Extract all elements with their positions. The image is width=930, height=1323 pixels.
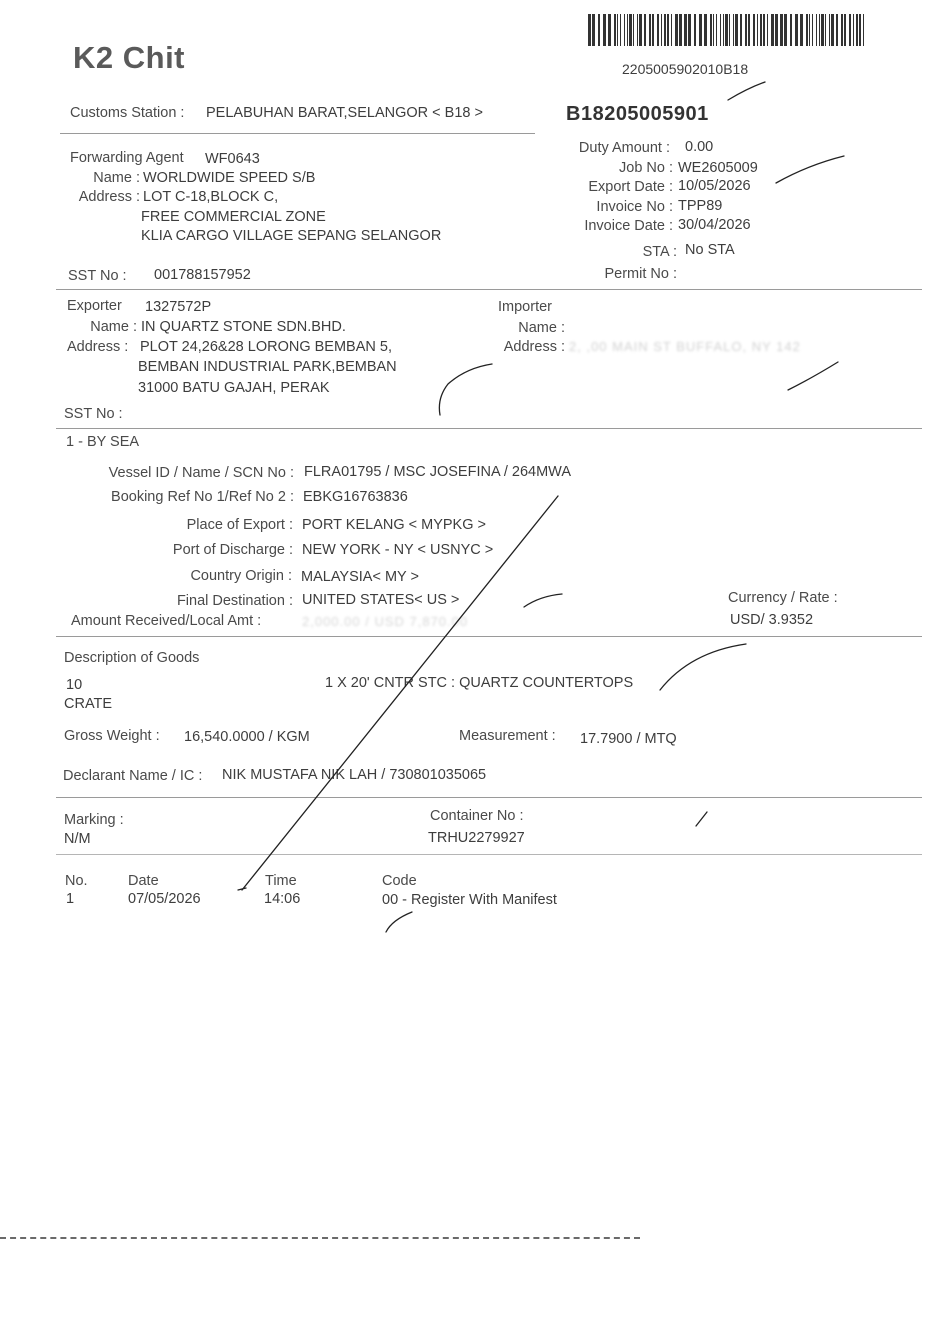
barcode-bar bbox=[753, 14, 755, 46]
sta-value: No STA bbox=[685, 242, 735, 258]
agent-address-label: Address : bbox=[78, 189, 140, 205]
container-no-label: Container No : bbox=[430, 808, 524, 824]
agent-address-line-1: LOT C-18,BLOCK C, bbox=[143, 189, 279, 205]
exporter-address-line-2: BEMBAN INDUSTRIAL PARK,BEMBAN bbox=[138, 359, 397, 375]
duty-amount-label: Duty Amount : bbox=[578, 140, 670, 156]
barcode-bar bbox=[763, 14, 765, 46]
exporter-address-line-1: PLOT 24,26&28 LORONG BEMBAN 5, bbox=[140, 339, 392, 355]
export-date-value: 10/05/2026 bbox=[678, 178, 751, 194]
importer-label: Importer bbox=[498, 299, 552, 315]
barcode-bar bbox=[849, 14, 851, 46]
container-no-value: TRHU2279927 bbox=[428, 830, 525, 846]
barcode-bar bbox=[800, 14, 803, 46]
barcode-bar bbox=[784, 14, 787, 46]
agent-address-line-3: KLIA CARGO VILLAGE SEPANG SELANGOR bbox=[141, 228, 442, 244]
barcode-bar bbox=[657, 14, 659, 46]
barcode-bar bbox=[809, 14, 810, 46]
barcode-bar bbox=[688, 14, 691, 46]
barcode-bar bbox=[603, 14, 606, 46]
barcode-bar bbox=[652, 14, 654, 46]
barcode-bar bbox=[790, 14, 792, 46]
declarant-value: NIK MUSTAFA NIK LAH / 730801035065 bbox=[222, 767, 487, 783]
gross-weight-value: 16,540.0000 / KGM bbox=[184, 729, 310, 745]
booking-label: Booking Ref No 1/Ref No 2 : bbox=[111, 489, 294, 505]
exporter-address-line-3: 31000 BATU GAJAH, PERAK bbox=[138, 380, 330, 396]
pen-tick bbox=[524, 594, 562, 607]
divider bbox=[56, 854, 922, 855]
document-title: K2 Chit bbox=[73, 40, 185, 75]
log-header-code: Code bbox=[382, 873, 417, 889]
barcode-bar bbox=[608, 14, 611, 46]
barcode-bar bbox=[767, 14, 768, 46]
importer-address-label: Address : bbox=[503, 339, 565, 355]
pen-curve bbox=[660, 644, 746, 690]
log-row-time: 14:06 bbox=[264, 891, 301, 907]
log-header-time: Time bbox=[265, 873, 297, 889]
log-row-no: 1 bbox=[66, 891, 75, 907]
pen-tick bbox=[238, 888, 246, 890]
barcode-bar bbox=[733, 14, 734, 46]
agent-name: WORLDWIDE SPEED S/B bbox=[143, 170, 316, 186]
log-header-date: Date bbox=[128, 873, 159, 889]
barcode-bar bbox=[710, 14, 712, 46]
divider bbox=[60, 133, 535, 134]
barcode-bar bbox=[740, 14, 742, 46]
job-no-value: WE2605009 bbox=[678, 160, 758, 176]
barcode-bar bbox=[716, 14, 717, 46]
barcode-bar bbox=[684, 14, 687, 46]
declarant-label: Declarant Name / IC : bbox=[63, 768, 203, 784]
barcode-bar bbox=[639, 14, 642, 46]
barcode-bar bbox=[620, 14, 621, 46]
barcode-bar bbox=[831, 14, 834, 46]
divider bbox=[56, 289, 922, 290]
barcode-bar bbox=[713, 14, 714, 46]
barcode-bar bbox=[748, 14, 750, 46]
barcode-bar bbox=[694, 14, 696, 46]
pen-tick bbox=[696, 812, 707, 826]
barcode-bar bbox=[704, 14, 707, 46]
agent-sst-label: SST No : bbox=[68, 268, 127, 284]
barcode-bar bbox=[661, 14, 662, 46]
barcode-bar bbox=[637, 14, 638, 46]
amount-received-obscured: 2,000.00 / USD 7,870.00 bbox=[302, 614, 469, 629]
barcode-bar bbox=[819, 14, 820, 46]
invoice-no-label: Invoice No : bbox=[596, 199, 673, 215]
pen-tick bbox=[728, 82, 765, 100]
country-origin-label: Country Origin : bbox=[190, 568, 292, 584]
barcode-bar bbox=[598, 14, 600, 46]
barcode-bar bbox=[775, 14, 778, 46]
exporter-address-label: Address : bbox=[67, 339, 129, 355]
barcode-bar bbox=[806, 14, 808, 46]
barcode-bar bbox=[588, 14, 591, 46]
barcode-bar bbox=[771, 14, 774, 46]
invoice-no-value: TPP89 bbox=[678, 198, 723, 214]
place-of-export-label: Place of Export : bbox=[186, 517, 293, 533]
agent-name-label: Name : bbox=[93, 170, 140, 186]
currency-rate-label: Currency / Rate : bbox=[728, 590, 838, 606]
barcode-bar bbox=[627, 14, 628, 46]
barcode-bar bbox=[821, 14, 824, 46]
marking-label: Marking : bbox=[64, 812, 124, 828]
divider bbox=[56, 797, 922, 798]
barcode bbox=[588, 14, 868, 46]
goods-quantity: 10 bbox=[66, 677, 83, 693]
barcode-bar bbox=[841, 14, 843, 46]
amount-received-label: Amount Received/Local Amt : bbox=[71, 613, 262, 629]
barcode-bar bbox=[829, 14, 830, 46]
reference-number: B18205005901 bbox=[566, 103, 709, 125]
barcode-bar bbox=[649, 14, 651, 46]
barcode-bar bbox=[720, 14, 721, 46]
scan-edge-line bbox=[0, 1237, 640, 1239]
barcode-bar bbox=[757, 14, 758, 46]
measurement-label: Measurement : bbox=[459, 728, 556, 744]
place-of-export-value: PORT KELANG < MYPKG > bbox=[302, 517, 487, 533]
barcode-bar bbox=[675, 14, 678, 46]
customs-station-value: PELABUHAN BARAT,SELANGOR < B18 > bbox=[206, 105, 483, 121]
barcode-bar bbox=[863, 14, 864, 46]
barcode-bar bbox=[725, 14, 728, 46]
port-of-discharge-value: NEW YORK - NY < USNYC > bbox=[302, 542, 494, 558]
barcode-bar bbox=[624, 14, 625, 46]
barcode-bar bbox=[859, 14, 861, 46]
gross-weight-label: Gross Weight : bbox=[64, 728, 160, 744]
final-destination-label: Final Destination : bbox=[176, 593, 293, 609]
vessel-value: FLRA01795 / MSC JOSEFINA / 264MWA bbox=[304, 464, 571, 480]
barcode-bar bbox=[644, 14, 646, 46]
measurement-value: 17.7900 / MTQ bbox=[580, 731, 677, 747]
barcode-bar bbox=[844, 14, 846, 46]
pen-tick bbox=[788, 362, 838, 390]
log-row-code: 00 - Register With Manifest bbox=[382, 892, 557, 908]
barcode-bar bbox=[853, 14, 854, 46]
forwarding-agent-label: Forwarding Agent bbox=[70, 150, 184, 166]
barcode-bar bbox=[671, 14, 672, 46]
pen-curve bbox=[439, 364, 492, 415]
job-no-label: Job No : bbox=[619, 160, 673, 176]
barcode-bar bbox=[592, 14, 595, 46]
description-of-goods-label: Description of Goods bbox=[64, 650, 200, 666]
export-date-label: Export Date : bbox=[588, 179, 673, 195]
barcode-bar bbox=[795, 14, 798, 46]
barcode-bar bbox=[629, 14, 632, 46]
barcode-bar bbox=[664, 14, 666, 46]
sta-label: STA : bbox=[642, 244, 677, 260]
importer-address-obscured: 2, ,00 MAIN ST BUFFALO, NY 142 bbox=[569, 339, 801, 354]
barcode-bar bbox=[812, 14, 813, 46]
barcode-bar bbox=[617, 14, 618, 46]
barcode-bar bbox=[836, 14, 838, 46]
log-row-date: 07/05/2026 bbox=[128, 891, 201, 907]
goods-unit: CRATE bbox=[64, 696, 113, 712]
duty-amount-value: 0.00 bbox=[685, 139, 714, 155]
barcode-bar bbox=[679, 14, 682, 46]
permit-no-label: Permit No : bbox=[604, 266, 677, 282]
agent-address-line-2: FREE COMMERCIAL ZONE bbox=[141, 209, 326, 225]
pen-tick bbox=[386, 912, 412, 932]
divider bbox=[56, 636, 922, 637]
currency-rate-value: USD/ 3.9352 bbox=[730, 612, 814, 628]
barcode-bar bbox=[667, 14, 669, 46]
barcode-number: 2205005902010B18 bbox=[622, 61, 749, 77]
exporter-code: 1327572P bbox=[145, 299, 212, 315]
barcode-bar bbox=[760, 14, 762, 46]
divider bbox=[56, 428, 922, 429]
booking-value: EBKG16763836 bbox=[303, 489, 408, 505]
barcode-bar bbox=[816, 14, 817, 46]
country-origin-value: MALAYSIA< MY > bbox=[301, 569, 419, 585]
barcode-bar bbox=[729, 14, 730, 46]
final-destination-value: UNITED STATES< US > bbox=[302, 592, 460, 608]
barcode-bar bbox=[735, 14, 738, 46]
barcode-bar bbox=[614, 14, 616, 46]
invoice-date-value: 30/04/2026 bbox=[678, 217, 751, 233]
barcode-bar bbox=[633, 14, 634, 46]
log-header-no: No. bbox=[65, 873, 88, 889]
port-of-discharge-label: Port of Discharge : bbox=[172, 542, 293, 558]
barcode-bar bbox=[780, 14, 783, 46]
pen-tick bbox=[776, 156, 844, 183]
invoice-date-label: Invoice Date : bbox=[584, 218, 673, 234]
barcode-bar bbox=[699, 14, 702, 46]
barcode-bar bbox=[856, 14, 858, 46]
barcode-bar bbox=[825, 14, 826, 46]
forwarding-agent-code: WF0643 bbox=[205, 151, 260, 167]
exporter-name-label: Name : bbox=[90, 319, 137, 335]
goods-description: 1 X 20' CNTR STC : QUARTZ COUNTERTOPS bbox=[325, 675, 634, 691]
marking-value: N/M bbox=[64, 831, 91, 847]
exporter-sst-label: SST No : bbox=[64, 406, 123, 422]
customs-station-label: Customs Station : bbox=[70, 105, 185, 121]
agent-sst-value: 001788157952 bbox=[154, 267, 251, 283]
exporter-name: IN QUARTZ STONE SDN.BHD. bbox=[141, 319, 346, 335]
barcode-bar bbox=[723, 14, 724, 46]
barcode-bar bbox=[745, 14, 747, 46]
transport-mode: 1 - BY SEA bbox=[66, 434, 140, 450]
vessel-label: Vessel ID / Name / SCN No : bbox=[108, 465, 294, 481]
importer-name-label: Name : bbox=[518, 320, 565, 336]
exporter-label: Exporter bbox=[67, 298, 122, 314]
